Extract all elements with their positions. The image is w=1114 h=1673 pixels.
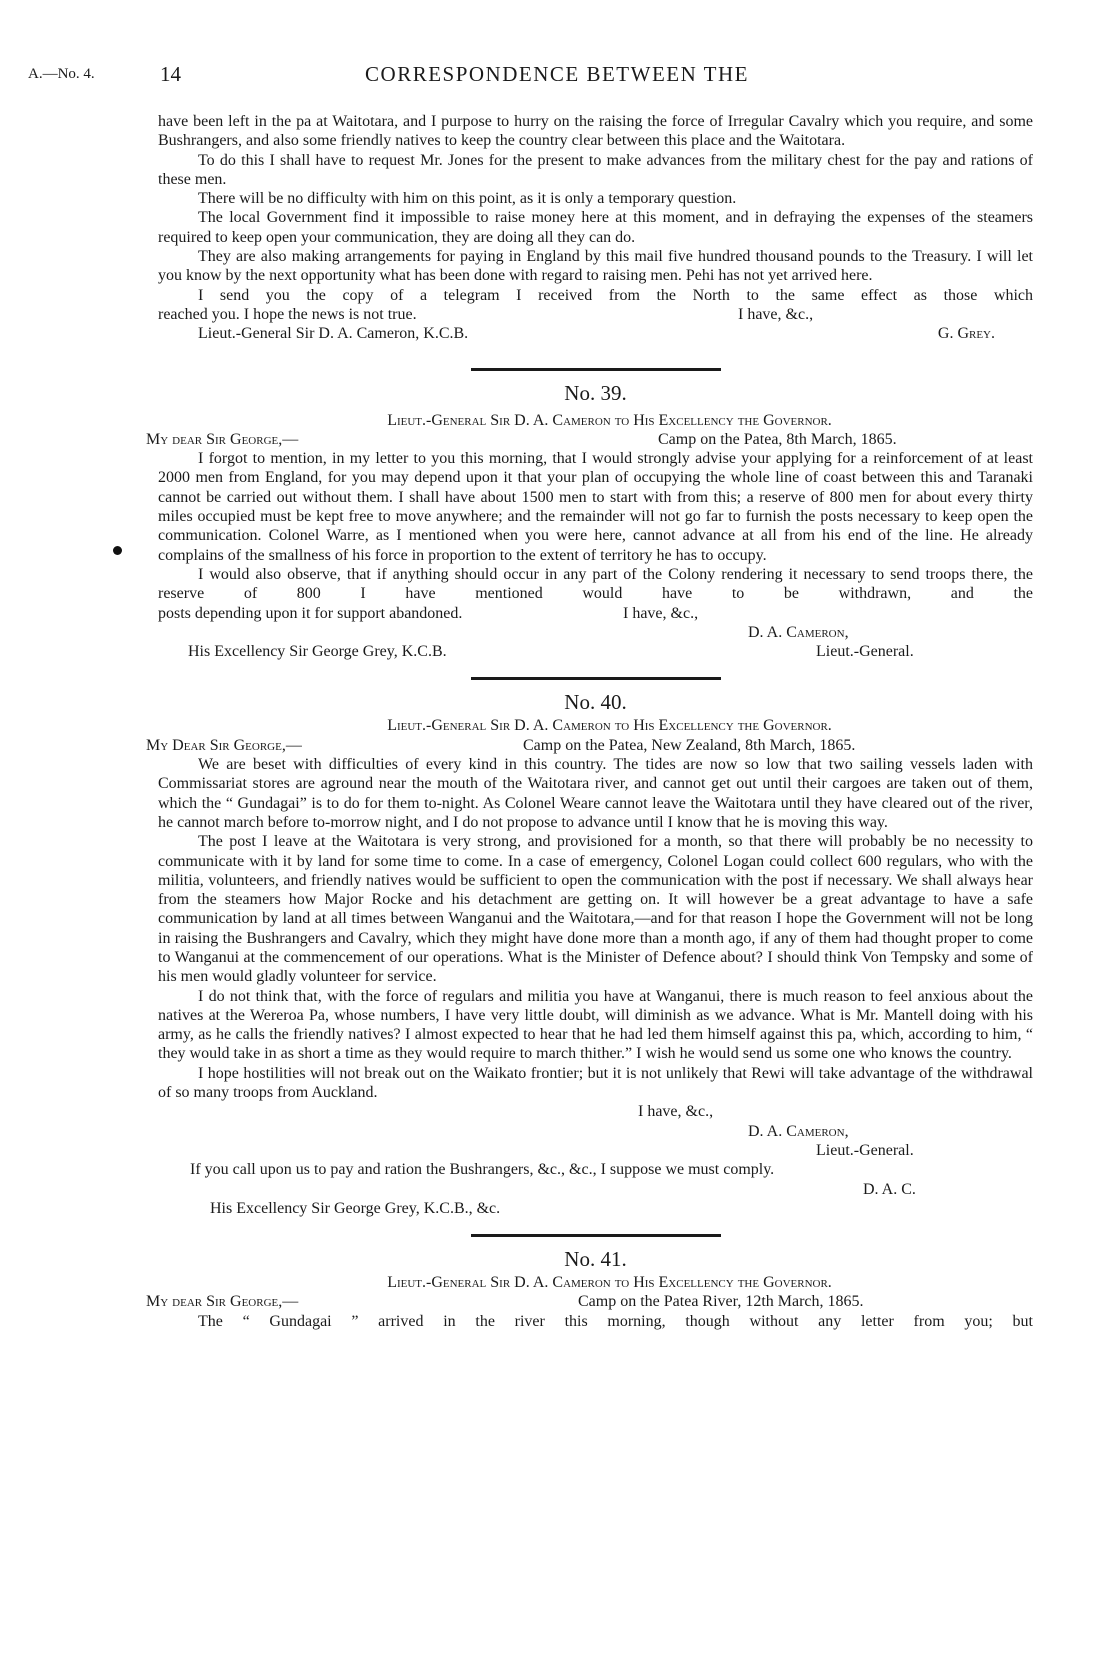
salutation-row (146, 736, 1033, 755)
running-title: CORRESPONDENCE BETWEEN THE (365, 62, 749, 86)
closing-row (158, 305, 1033, 324)
signature: D. A. Cameron, (748, 623, 849, 641)
paragraph: I forgot to mention, in my letter to you this morning, that I would strongly advise your applying for a reinforcement of at least 2000 men from England, for you may depend upon it that your plan of occupying the whole line of coast between this and Taranaki cannot be carried out without them. I shall have about 1500 men to start with from this; a reserve of 800 men for about every thirty miles occupied must be kept free to move anywhere; and the remainder will not go far to furnish the posts necessary to keep open the communication. Colonel Warre, as I mentioned when you were here, cannot advance at all from his end of the line. He already complains of the smallness of his force in proportion to the extent of territory he has to occupy. (158, 450, 1033, 564)
closing: I have, &c., (738, 305, 814, 323)
section-rule (471, 677, 721, 680)
paragraph: have been left in the pa at Waitotara, and I purpose to hurry on the raising the force of Irregular Cavalry which you require, and some Bushrangers, and also some friendly natives to keep the country clear between this place and the Waitotara. (158, 113, 1033, 150)
paragraph: I would also observe, that if anything should occur in any part of the Colony rendering it necessary to send troops there, the reserve of 800 I have mentioned would have to be withdrawn, and the (158, 565, 1033, 603)
paragraph: The “ Gundagai ” arrived in the river this morning, though without any letter from you; but (198, 1312, 1033, 1330)
letter-number: No. 41. (564, 1247, 627, 1272)
margin-dot (113, 546, 122, 555)
addressee-row (158, 1199, 1033, 1218)
letter-40 (146, 688, 1033, 1218)
paragraph: The post I leave at the Waitotara is very strong, and provisioned for a month, so that there will probably be no necessity to communicate with it by land for some time to come. In a case of emergency, Colonel Logan could collect 600 regulars, who with the militia, volunteers, and friendly natives would be sufficient to open the communication with the post if necessary. We shall always hear from the steamers how Major Rocke and his detachment are getting on. It will however be a great advantage to have a safe communication by land at all times between Wanganui and the Waitotara,—and for that reason I hope the Government will not be long in raising the Bushrangers and Cavalry, which they might have done more than a month ago, if any of them had thought proper to come to Wanganui at the commencement of our operations. What is the Minister of Defence about? I should think Von Tempsky and some of his men would gladly volunteer for service. (158, 833, 1033, 986)
letter-address-line: Lieut.-General Sir D. A. Cameron to His Excellency the Governor. (387, 411, 832, 429)
page-header (0, 62, 1114, 92)
paragraph: We are beset with difficulties of every kind in this country. The tides are now so low that two sailing vessels laden with Commissariat stores are aground near the mouth of the Waitotara river, and cannot get out until their cargoes are taken out of them, which the “ Gundagai” is to do for them to-night. As Colonel Weare cannot leave the Waitotara until they have cleared out of the river, he cannot march before to-morrow night, and I do not propose to advance until I know that he is moving this way. (158, 756, 1033, 831)
signature: D. A. Cameron, (748, 1122, 849, 1140)
paragraph: I hope hostilities will not break out on the Waikato frontier; but it is not unlikely that Rewi will take advantage of the withdrawal of so many troops from Auckland. (158, 1064, 1033, 1102)
ps-initials: D. A. C. (863, 1180, 916, 1198)
section-rule (471, 368, 721, 371)
closing-row (158, 1102, 1033, 1121)
addressee: His Excellency Sir George Grey, K.C.B. (188, 643, 447, 661)
intro-letter (158, 112, 1033, 344)
salutation-row (146, 1292, 1033, 1311)
salutation: My dear Sir George,— (146, 430, 299, 448)
signature-row (158, 623, 1033, 642)
ps-initials-row (158, 1180, 1033, 1199)
place-date: Camp on the Patea, 8th March, 1865. (658, 430, 897, 448)
closing-line: reached you. I hope the news is not true. (158, 305, 417, 323)
rank-row (158, 1141, 1033, 1160)
letter-number: No. 40. (564, 690, 627, 715)
letter-address-line: Lieut.-General Sir D. A. Cameron to His Excellency the Governor. (387, 717, 832, 735)
signature: G. Grey. (937, 325, 995, 343)
closing-row (158, 604, 1033, 623)
place-date: Camp on the Patea River, 12th March, 1865. (578, 1293, 864, 1311)
paragraph: I do not think that, with the force of regulars and militia you have at Wanganui, there is much reason to feel anxious about the natives at the Wereroa Pa, whose numbers, I have very little doubt, will diminish as we advance. What is Mr. Mantell doing with his army, as he calls the friendly natives? I almost expected to hear that he had led them himself against this pa, which, according to him, “ they would take in as short a time as they would require to march thither.” I wish he would send us some one who knows the country. (158, 987, 1033, 1063)
closing: I have, &c., (638, 1103, 714, 1121)
series-number: A.—No. 4. (28, 66, 95, 82)
letter-number: No. 39. (564, 380, 627, 405)
paragraph: They are also making arrangements for paying in England by this mail five hundred thousand pounds to the Treasury. I will let you know by the next opportunity what has been done with regard to raising men. Pehi has not yet arrived here. (158, 248, 1033, 285)
addressee-row (158, 324, 1033, 343)
salutation: My Dear Sir George,— (146, 736, 302, 754)
letter-39 (146, 379, 1033, 662)
letter-address-line: Lieut.-General Sir D. A. Cameron to His Excellency the Governor. (387, 1274, 832, 1292)
salutation: My dear Sir George,— (146, 1293, 299, 1311)
rank: Lieut.-General. (816, 1141, 914, 1159)
paragraph: There will be no difficulty with him on this point, as it is only a temporary question. (198, 190, 737, 208)
postscript: If you call upon us to pay and ration the Bushrangers, &c., &c., I suppose we must comply. (190, 1161, 775, 1179)
closing: I have, &c., (623, 604, 699, 622)
page-body (146, 112, 1033, 1331)
rank: Lieut.-General. (816, 643, 914, 661)
addressee: His Excellency Sir George Grey, K.C.B., &c. (210, 1199, 501, 1217)
letter-41 (146, 1245, 1033, 1331)
section-rule (471, 1234, 721, 1237)
postscript-row (158, 1160, 1033, 1179)
rank-row (158, 642, 1033, 661)
paragraph: I send you the copy of a telegram I received from the North to the same effect as those which (198, 286, 1033, 304)
paragraph: The local Government find it impossible to raise money here at this moment, and in defraying the expenses of the steamers required to keep open your communication, they are doing all they can do. (158, 209, 1033, 246)
place-date: Camp on the Patea, New Zealand, 8th March, 1865. (523, 736, 856, 754)
paragraph: To do this I shall have to request Mr. Jones for the present to make advances from the military chest for the pay and rations of these men. (158, 151, 1033, 188)
closing-line: posts depending upon it for support abandoned. (158, 604, 463, 622)
signature-row (158, 1122, 1033, 1141)
addressee: Lieut.-General Sir D. A. Cameron, K.C.B. (198, 325, 469, 343)
page-number: 14 (160, 62, 181, 86)
salutation-row (146, 430, 1033, 449)
